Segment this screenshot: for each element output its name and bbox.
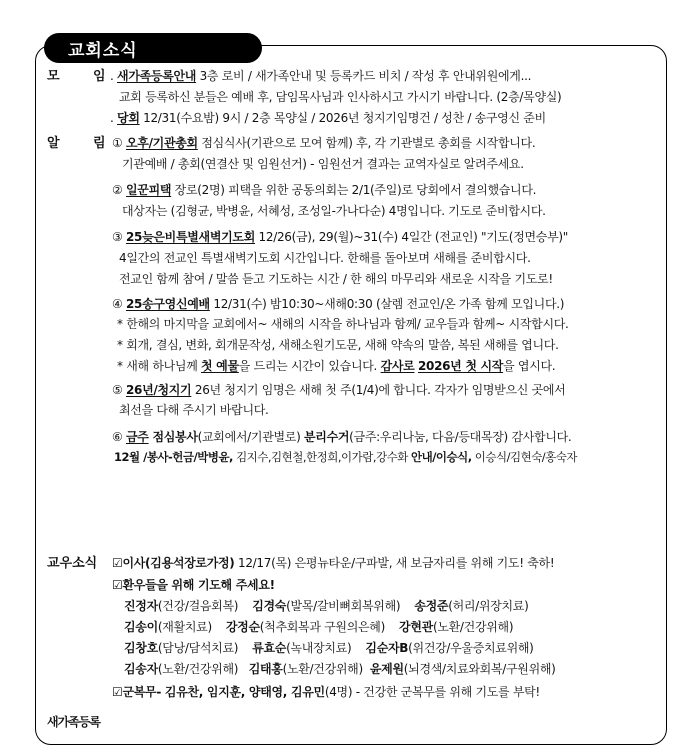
allim-item-4-line2: * 회개, 결심, 변화, 회개문작성, 새해소원기도문, 새해 약속의 말씀, 복된 새해를 엽니다.: [117, 338, 559, 352]
section-label-moim-a: 모: [47, 69, 60, 84]
item-title: 25늦은비특별새벽기도회: [125, 230, 256, 244]
patient-row: 김송자(노환/건강위해) 김태홍(노환/건강위해) 윤제원(뇌경색/치료와회복/구원위해): [124, 662, 556, 676]
patient-row: 진정자(건강/걸음회복) 김경숙(발목/갈비뼈회복위해) 송정준(허리/위장치료): [124, 599, 529, 613]
item-title: 일꾼피택: [125, 183, 172, 197]
moim-item-2: . 당회 12/31(수요밤) 9시 / 2층 목양실 / 2026년 청지기임명건 / 성찬 / 송구영신 준비: [110, 111, 546, 125]
gyowoo-item-2: ☑환우들을 위해 기도해 주세요!: [112, 578, 275, 592]
allim-item-1: ① 오후/기관총회 점심식사(기관으로 모여 함께) 후, 각 기관별로 총회를 시작합니다.: [112, 136, 536, 150]
section-label-moim-b: 임: [93, 69, 106, 84]
allim-item-3-line1: 4일간의 전교인 특별새벽기도회 시간입니다. 한해를 돌아보며 새해를 준비합시다.: [119, 251, 531, 265]
header-tab: [44, 33, 262, 63]
gyowoo-item-1: ☑이사(김용석장로가정) 12/17(목) 은평뉴타운/구파발, 새 보금자리를 위해 기도! 축하!: [112, 556, 555, 570]
item-title: 금주: [125, 430, 149, 444]
allim-item-6-line2: 12월 /봉사-헌금/박병윤, 김지수,김현철,한정희,이가람,강수화 안내/이승식, 이승식/김현숙/홍숙자: [114, 450, 578, 464]
patient-row: 김창호(담낭/담석치료) 류효순(녹내장치료) 김순자B(위건강/우울증치료위해): [124, 641, 534, 655]
moim-item-1-line2: 교회 등록하신 분들은 예배 후, 담임목사님과 인사하시고 가시기 바랍니다. (2층/목양실): [119, 90, 562, 104]
section-label-allim-a: 알: [47, 136, 60, 151]
allim-item-2: ② 일꾼피택 장로(2명) 피택을 위한 공동의회는 2/1(주일)로 당회에서 결의했습니다.: [112, 183, 537, 197]
allim-item-1-line: 기관예배 / 총회(연결산 및 임원선거) - 임원선거 결과는 교역자실로 알려주세요.: [122, 157, 524, 171]
item-title: 당회: [117, 111, 140, 125]
allim-item-6: ⑥ 금주 점심봉사(교회에서/기관별로) 분리수거(금주:우리나눔, 다음/등대목장) 감사합니다.: [112, 430, 572, 444]
item-title: 25송구영신예배: [125, 297, 210, 311]
allim-item-2-line: 대상자는 (김형균, 박병윤, 서혜성, 조성일-가나다순) 4명입니다. 기도로 준비합시다.: [122, 204, 546, 218]
allim-item-5: ⑤ 26년/청지기 26년 청지기 임명은 새해 첫 주(1/4)에 합니다. 각자가 임명받으신 곳에서: [112, 383, 566, 397]
allim-item-3: ③ 25늦은비특별새벽기도회 12/26(금), 29(월)~31(수) 4일간 (전교인) "기도(정면승부)": [112, 230, 568, 244]
item-title: 새가족등록안내: [117, 69, 197, 83]
checkbox-icon: ☑: [112, 578, 123, 592]
allim-item-4-line1: * 한해의 마지막을 교회에서~ 새해의 시작을 하나님과 함께/ 교우들과 함께~ 시작합시다.: [117, 317, 569, 331]
patient-row: 김송이(재활치료) 강정순(척추회복과 구원의은혜) 강현관(노환/건강위해): [124, 620, 514, 634]
allim-item-4: ④ 25송구영신예배 12/31(수) 밤10:30~새해0:30 (살렘 전교인/온 가족 함께 모입니다.): [112, 297, 565, 311]
item-title: 오후/기관총회: [125, 136, 198, 150]
item-title: 26년/청지기: [125, 383, 192, 397]
section-label-allim-b: 림: [93, 136, 106, 151]
allim-item-3-line2: 전교인 함께 참여 / 말씀 듣고 기도하는 시간 / 한 해의 마무리와 새로운 시작을 기도로!: [119, 272, 553, 286]
gyowoo-military: ☑군복무- 김유찬, 임지훈, 양태영, 김유민(4명) - 건강한 군복무를 위해 기도를 부탁!: [112, 685, 540, 699]
allim-item-5-line: 최선을 다해 주시기 바랍니다.: [119, 403, 269, 417]
allim-item-4-line3: * 새해 하나님께 첫 예물을 드리는 시간이 있습니다. 감사로 2026년 첫 시작을 엽시다.: [117, 359, 556, 373]
checkbox-icon: ☑: [112, 685, 123, 699]
page-title: 교회소식: [68, 41, 138, 61]
moim-item-1: . 새가족등록안내 3층 로비 / 새가족안내 및 등록카드 비치 / 작성 후 안내위원에게...: [110, 69, 532, 83]
checkbox-icon: ☑: [112, 556, 123, 570]
section-label-gyowoo: 교우소식: [47, 556, 98, 571]
section-label-new-family: 새가족등록: [47, 715, 100, 729]
